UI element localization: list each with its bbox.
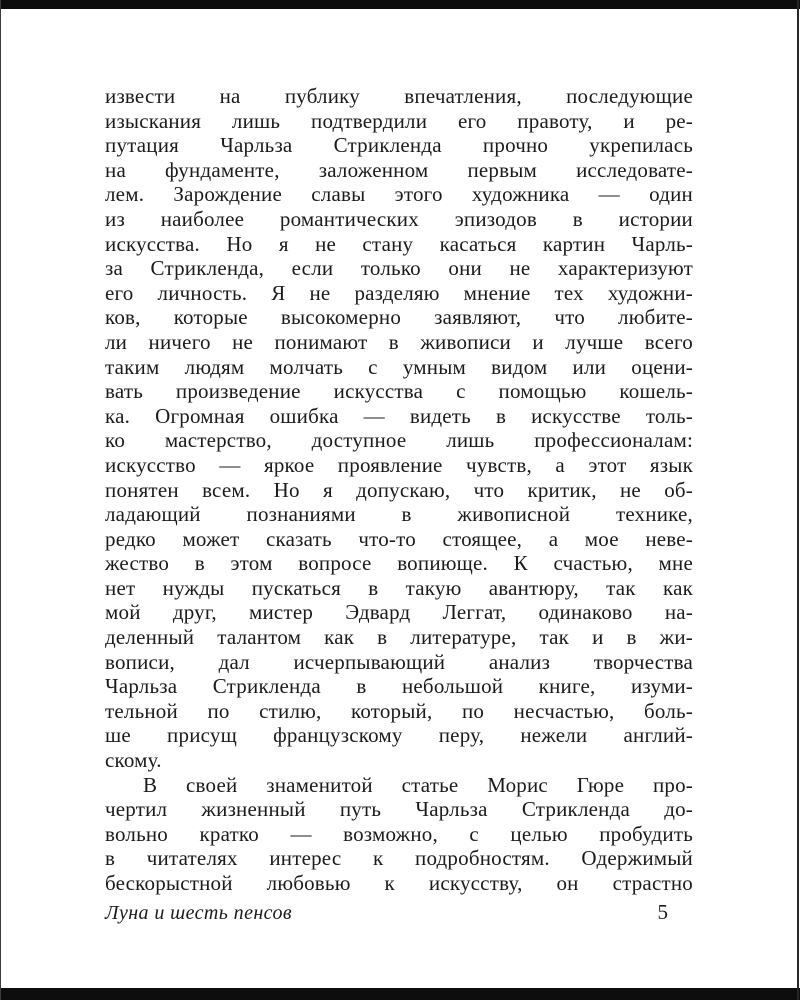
body-line: искусства. Но я не стану касаться картин Чарль- <box>105 231 693 256</box>
body-line-paragraph-start: В своей знаменитой статье Морис Гюре про- <box>143 772 693 797</box>
running-footer <box>105 900 668 925</box>
body-line: извести на публику впечатления, последующие <box>105 84 693 108</box>
body-line: вописи, дал исчерпывающий анализ творчества <box>105 649 693 674</box>
body-line: ков, которые высокомерно заявляют, что любите- <box>105 305 693 330</box>
body-line: его личность. Я не разделяю мнение тех художни- <box>105 280 693 305</box>
body-line: Чарльза Стрикленда в небольшой книге, изуми- <box>105 674 693 699</box>
body-line: тельной по стилю, который, по несчастью, боль- <box>105 698 693 723</box>
body-line: ли ничего не понимают в живописи и лучше всего <box>105 329 693 354</box>
body-line: ше присущ французскому перу, нежели англий- <box>105 723 693 748</box>
body-line: деленный талантом как в литературе, так и в жи- <box>105 625 693 650</box>
scan-edge-bottom <box>0 988 800 1000</box>
body-line: таким людям молчать с умным видом или оцени- <box>105 354 693 379</box>
footer-page-number: 5 <box>657 900 668 924</box>
body-line: в читателях интерес к подробностям. Одержимый <box>105 846 693 871</box>
body-line: за Стрикленда, если только они не характеризуют <box>105 256 693 281</box>
scan-edge-top <box>0 0 800 9</box>
body-line: вольно кратко — возможно, с целью пробудить <box>105 821 693 846</box>
body-line: мой друг, мистер Эдвард Леггат, одинаково на- <box>105 600 693 625</box>
body-line: лем. Зарождение славы этого художника — один <box>105 182 693 207</box>
body-line: нет нужды пускаться в такую авантюру, так как <box>105 575 693 600</box>
body-line: понятен всем. Но я допускаю, что критик, не об- <box>105 477 693 502</box>
body-line-paragraph-end: скому. <box>105 748 162 773</box>
scan-edge-right <box>797 0 799 1000</box>
scan-edge-left <box>0 0 1 1000</box>
footer-book-title: Луна и шесть пенсов <box>105 902 292 924</box>
body-line: вать произведение искусства с помощью кошель- <box>105 379 693 404</box>
body-line: жество в этом вопросе вопиюще. К счастью, мне <box>105 551 693 576</box>
body-line: редко может сказать что-то стоящее, а мое неве- <box>105 526 693 551</box>
body-line: ко мастерство, доступное лишь профессионалам: <box>105 428 693 453</box>
body-line: чертил жизненный путь Чарльза Стрикленда до- <box>105 797 693 822</box>
body-line: на фундаменте, заложенном первым исследовате- <box>105 157 693 182</box>
body-line: ладающий познаниями в живописной технике, <box>105 502 693 527</box>
page-body <box>105 84 693 896</box>
body-line: изыскания лишь подтвердили его правоту, и ре- <box>105 108 693 133</box>
body-line: путация Чарльза Стрикленда прочно укрепилась <box>105 133 693 158</box>
body-line: искусство — яркое проявление чувств, а этот язык <box>105 452 693 477</box>
body-line: ка. Огромная ошибка — видеть в искусстве толь- <box>105 403 693 428</box>
body-line: из наиболее романтических эпизодов в истории <box>105 206 693 231</box>
body-line: бескорыстной любовью к искусству, он страстно <box>105 871 693 895</box>
